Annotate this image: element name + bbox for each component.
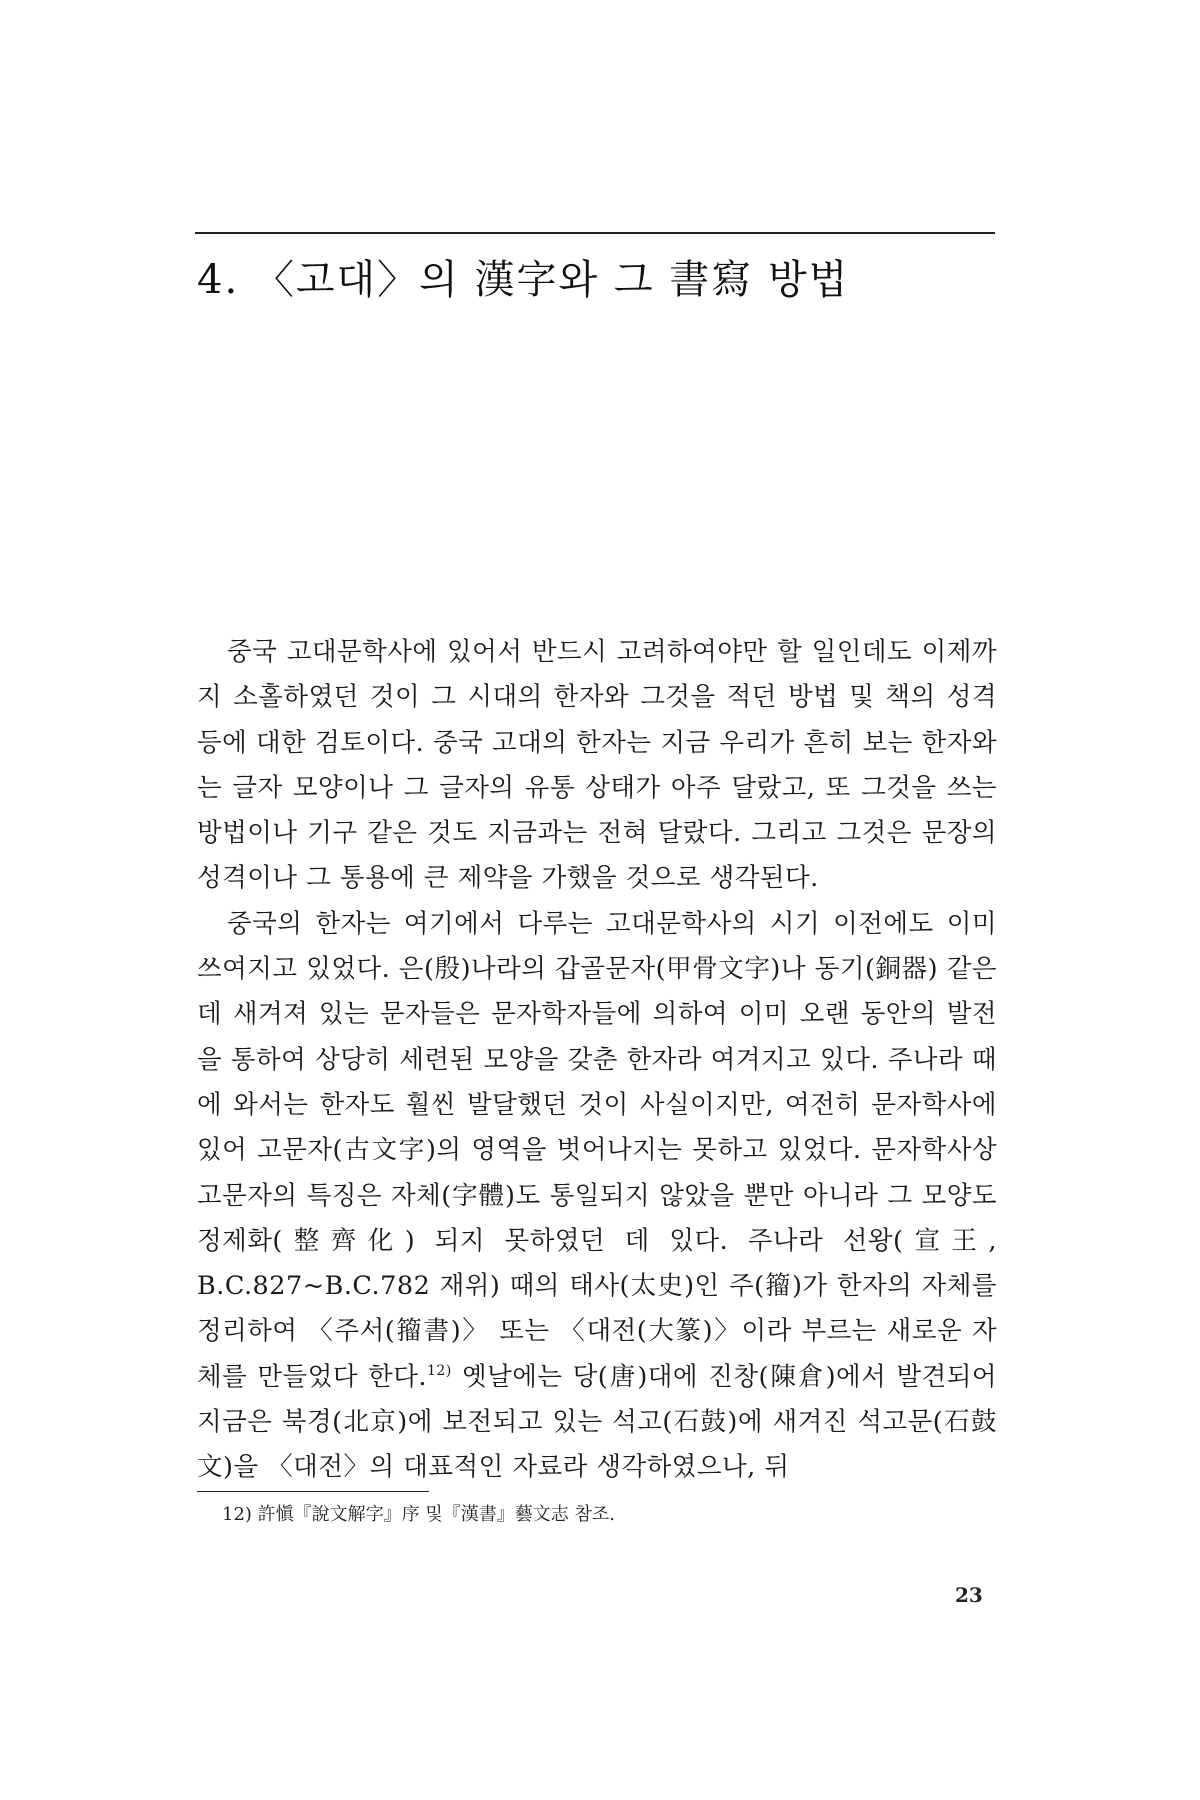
paragraph-2	[197, 902, 997, 1491]
body-text	[197, 630, 997, 1491]
paragraph-2-main: 중국의 한자는 여기에서 다루는 고대문학사의 시기 이전에도 이미 쓰여지고 있었다. 은(殷)나라의 갑골문자(甲骨文字)나 동기(銅器) 같은 데 새겨져 있는 문자들은 문자학자들에 의하여 이미 오랜 동안의 발전을 통하여 상당히 세련된 모양을 갖춘 한자라 여겨지고 있다. 주나라 때에 와서는 한자도 훨씬 발달했던 것이 사실이지만, 여전히 문자학사에 있어 고문자(古文字)의 영역을 벗어나지는 못하고 있었다. 문자학사상 고문자의 특징은 자체(字體)도 통일되지 않았을 뿐만 아니라 그 모양도 정제화(整齊化) 되지 못하였던 데 있다. 주나라 선왕(宣王, B.C.827~B.C.782 재위) 때의 태사(太史)인 주(籀)가 한자의 자체를 정리하여 〈주서(籀書)〉 또는 〈대전(大篆)〉이라 부르는 새로운 자체를 만들었다 한다.	[197, 908, 997, 1392]
page-number: 23	[955, 1583, 983, 1607]
section-top-rule	[195, 232, 995, 234]
footnote-reference: 12)	[427, 1362, 452, 1379]
footnote-divider	[197, 1491, 429, 1492]
paragraph-2-tail: 옛날에는 당(唐)대에 진창(陳倉)에서 발견되어 지금은 북경(北京)에 보전되고 있는 석고(石鼓)에 새겨진 석고문(石鼓文)을 〈대전〉의 대표적인 자료라 생각하였으나, 뒤	[197, 1361, 997, 1483]
paragraph-1: 중국 고대문학사에 있어서 반드시 고려하여야만 할 일인데도 이제까지 소홀하였던 것이 그 시대의 한자와 그것을 적던 방법 및 책의 성격 등에 대한 검토이다. 중국 고대의 한자는 지금 우리가 흔히 보는 한자와는 글자 모양이나 그 글자의 유통 상태가 아주 달랐고, 또 그것을 쓰는 방법이나 기구 같은 것도 지금과는 전혀 달랐다. 그리고 그것은 문장의 성격이나 그 통용에 큰 제약을 가했을 것으로 생각된다.	[197, 637, 997, 894]
footnote: 12) 許愼『說文解字』序 및『漢書』藝文志 참조.	[222, 1504, 615, 1525]
section-title: 4. 〈고대〉의 漢字와 그 書寫 방법	[197, 257, 850, 303]
